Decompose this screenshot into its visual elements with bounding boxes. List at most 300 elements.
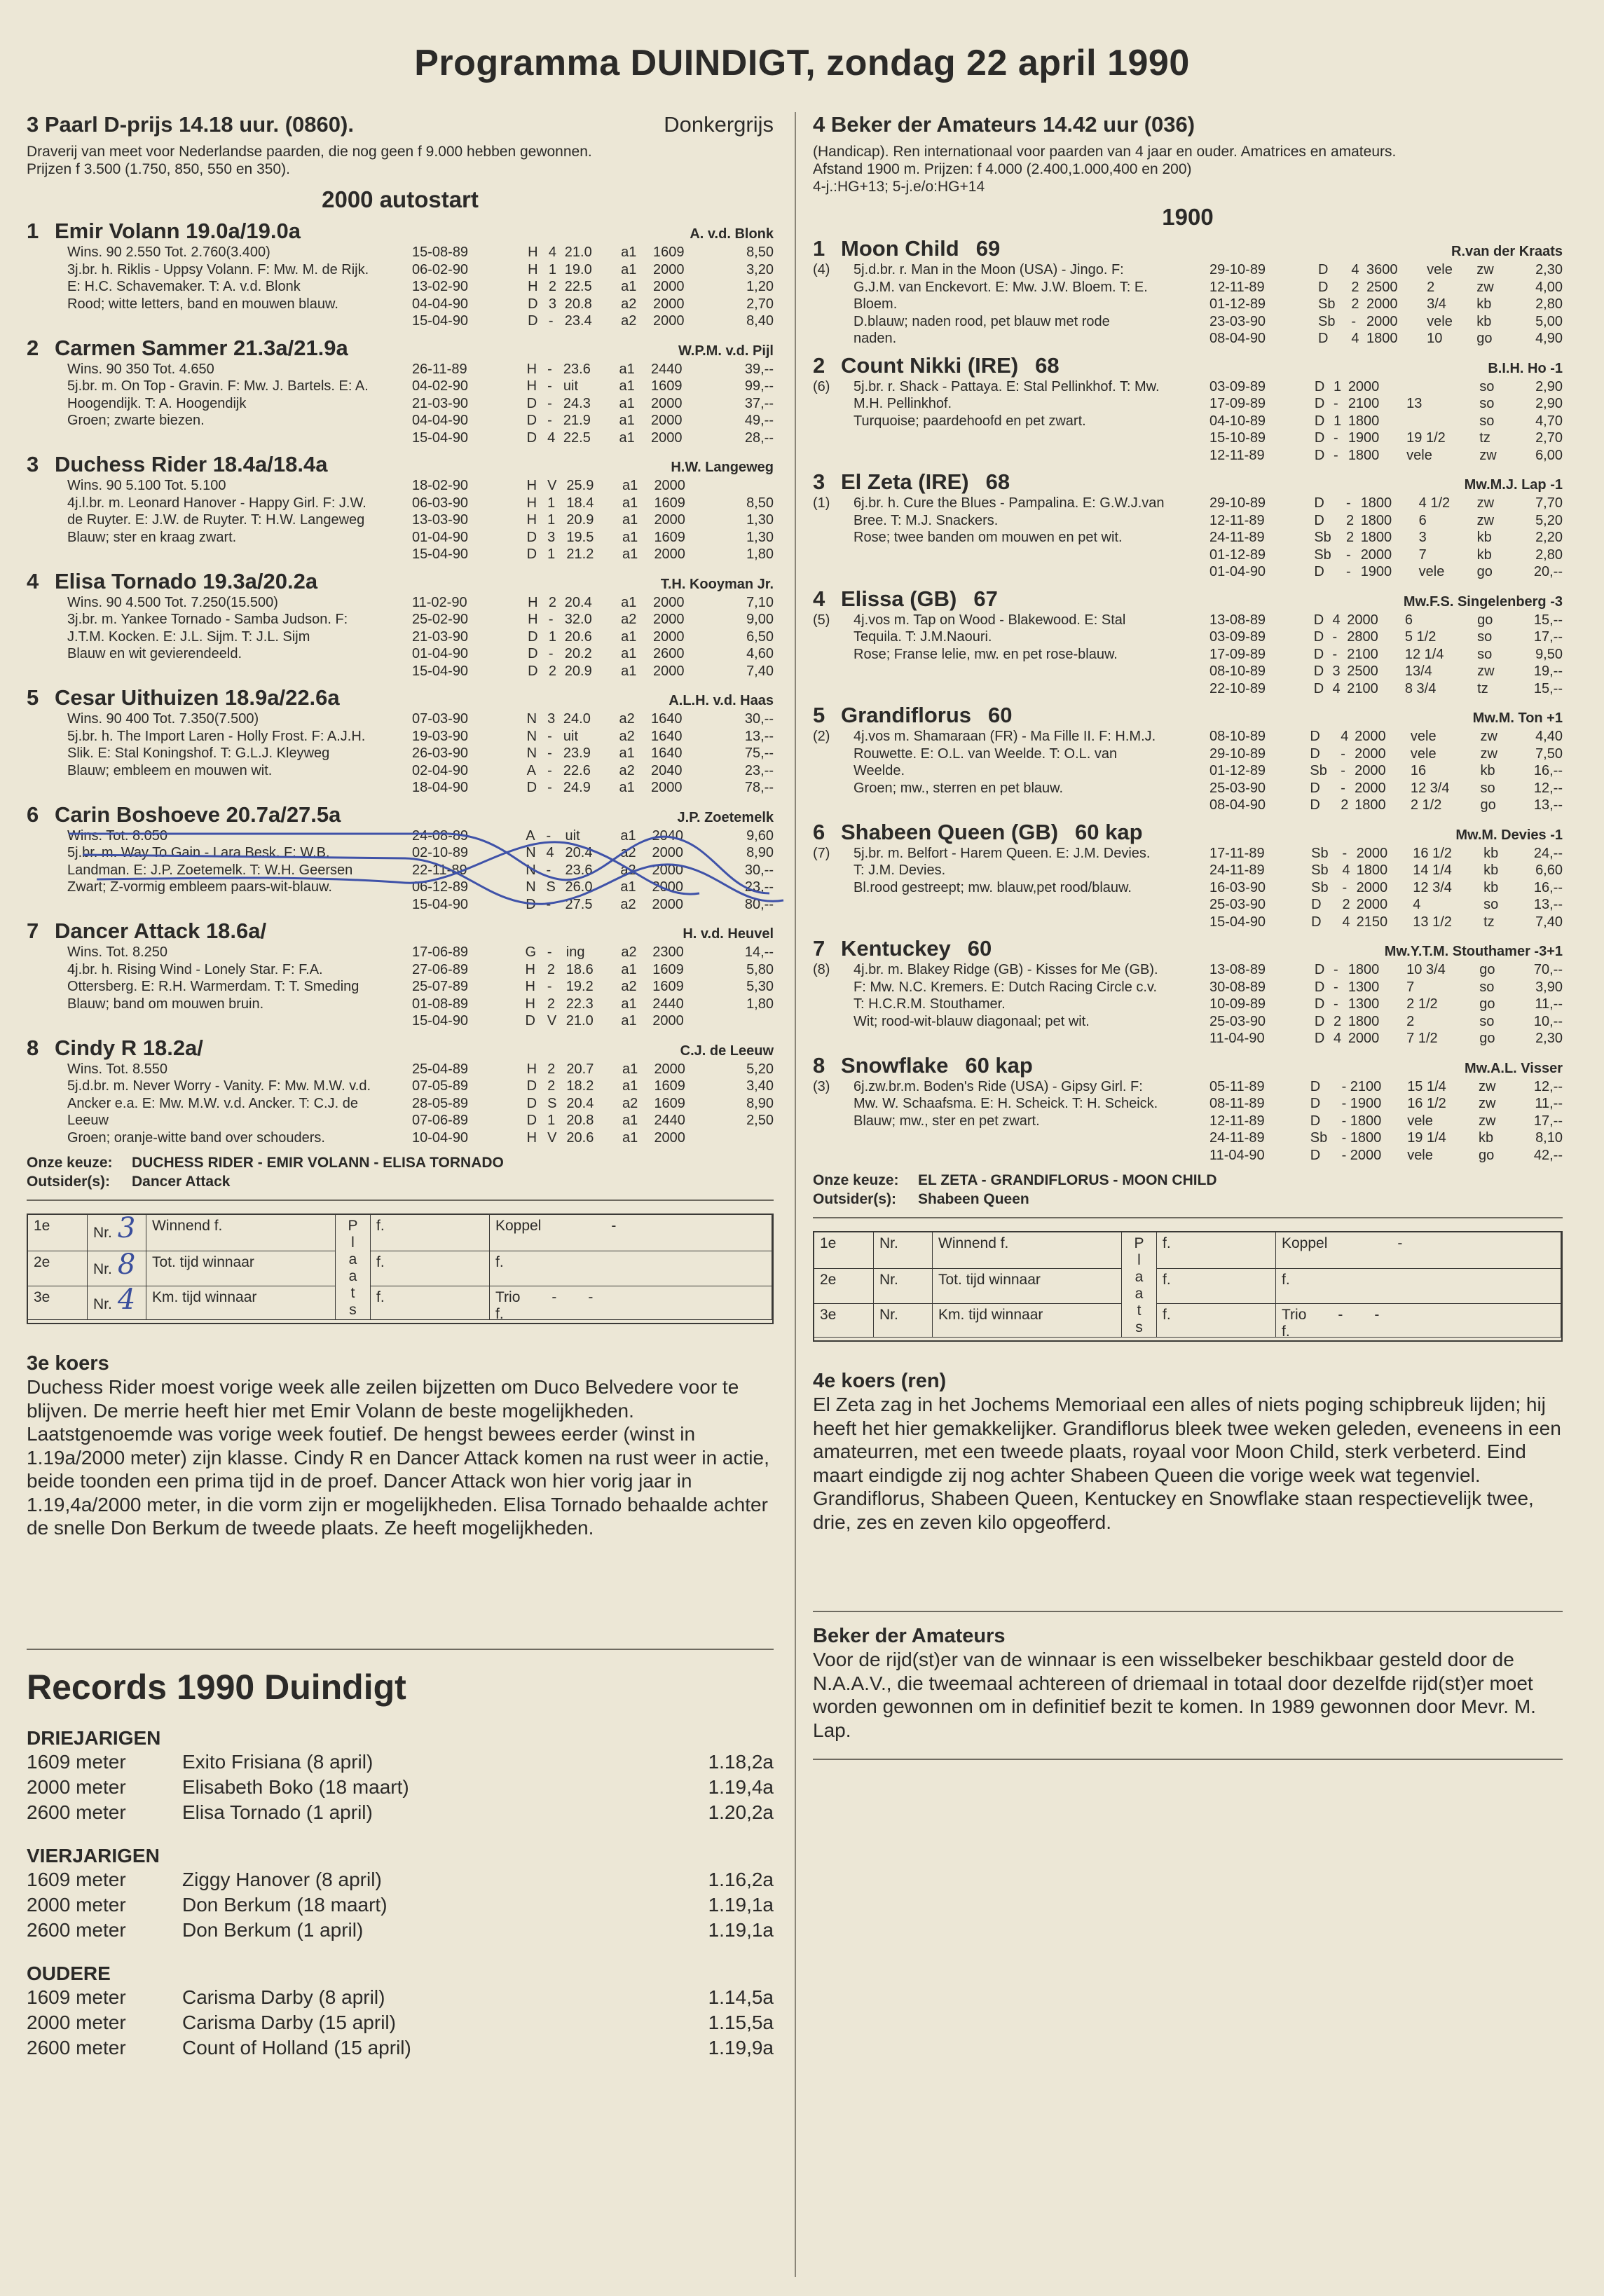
result-cell: 32.0 (564, 612, 592, 627)
result-cell: - (546, 896, 551, 912)
result-cell: 01-12-89 (1209, 296, 1266, 312)
keuze-label: Onze keuze: (813, 1172, 899, 1188)
result-cell: so (1479, 979, 1495, 995)
result-cell: 24-08-89 (412, 827, 469, 844)
horse-header (27, 802, 774, 827)
horse-info-line: T: H.C.R.M. Stouthamer. (854, 996, 1006, 1012)
result-cell: 8 3/4 (1404, 680, 1437, 696)
record-holder: Count of Holland (15 april) (182, 2036, 411, 2058)
horse-results (412, 827, 774, 914)
record-row (27, 2010, 774, 2035)
horse-trainer: Mw.M. Ton +1 (1472, 710, 1563, 726)
result-cell: 2600 (652, 646, 685, 661)
result-cell: 2 (547, 961, 556, 977)
result-cell: a1 (620, 879, 636, 895)
result-cell: 23.4 (564, 313, 592, 329)
race-3-result-box (27, 1214, 774, 1324)
result-cell: 04-02-90 (412, 378, 469, 394)
result-cell: 20.6 (566, 1129, 594, 1146)
result-cell: 30-08-89 (1209, 979, 1266, 995)
result-row (412, 312, 774, 330)
horse-info (839, 845, 1209, 931)
result-cell: vele (1418, 564, 1445, 579)
result-cell: D (1314, 430, 1325, 446)
result-cell: kb (1476, 313, 1492, 329)
box-label: Tot. tijd winnaar (933, 1269, 1122, 1304)
horse-info (27, 1061, 412, 1147)
result-row (412, 896, 774, 914)
result-cell (1406, 413, 1479, 430)
result-cell: 37,-- (744, 395, 774, 411)
result-cell: 2 (548, 663, 556, 679)
result-row (412, 844, 774, 862)
result-cell: zw (1477, 664, 1495, 679)
horse-name: Elissa (GB) (841, 586, 957, 611)
result-cell: 02-10-89 (412, 845, 469, 860)
result-cell: 16 1/2 (1413, 845, 1452, 861)
race-4-desc-line: Afstand 1900 m. Prijzen: f 4.000 (2.400,1.000,400 en 200) (813, 161, 1192, 177)
result-row (412, 1012, 774, 1030)
result-cell: 2440 (654, 1113, 685, 1128)
result-cell: - (1333, 430, 1338, 446)
result-cell: 3 (1332, 664, 1341, 679)
result-cell: so (1479, 1013, 1495, 1029)
dash: - (611, 1218, 617, 1234)
result-cell: 20.6 (564, 628, 592, 645)
result-cell: 7,40 (746, 663, 774, 679)
result-cell: D (1314, 447, 1325, 463)
result-cell: 5,20 (1535, 512, 1563, 528)
result-cell (718, 1129, 774, 1147)
result-cell: 1,80 (746, 996, 774, 1012)
result-cell: 2 (547, 1061, 556, 1077)
race-4-description (813, 143, 1563, 195)
horse-info-line: Bloem. (854, 296, 898, 312)
result-cell: so (1479, 396, 1495, 411)
result-cell: H (526, 478, 537, 493)
result-cell: H (528, 594, 538, 610)
result-cell: 13/4 (1404, 664, 1432, 679)
result-cell: - (547, 944, 552, 960)
place-f: f. (1157, 1232, 1276, 1269)
horse-number: 2 (27, 335, 39, 360)
result-cell: 70,-- (1533, 962, 1563, 977)
horse-name-line (813, 936, 992, 961)
horse-info-line: Zwart; Z-vormig embleem paars-wit-blauw. (67, 879, 332, 895)
result-cell: D (1314, 413, 1325, 429)
result-cell: N (526, 728, 537, 744)
result-cell: 17-09-89 (1209, 396, 1266, 411)
result-cell: 19-03-90 (412, 728, 469, 744)
results-table (412, 710, 774, 797)
result-cell: go (1479, 996, 1495, 1012)
horse-trainer: T.H. Kooyman Jr. (660, 576, 774, 592)
result-cell: 11-02-90 (412, 594, 467, 610)
dash: - (1374, 1307, 1380, 1323)
horse-info-line: Blauw; band om mouwen bruin. (67, 996, 264, 1012)
results-table (412, 244, 774, 330)
result-cell: 2 1/2 (1406, 996, 1438, 1012)
result-cell: 4 (1341, 729, 1349, 744)
trio-f: f. (495, 1306, 504, 1322)
horse-results (412, 594, 774, 680)
record-holder: Don Berkum (1 april) (182, 1918, 364, 1941)
result-cell: 19,-- (1533, 664, 1563, 679)
result-cell: 17,-- (1533, 629, 1563, 645)
result-cell: 20.9 (566, 512, 594, 528)
horse-name: Cesar Uithuizen 18.9a/22.6a (55, 685, 340, 710)
result-cell: D (526, 1095, 537, 1111)
horse-info (27, 477, 412, 563)
result-cell: 1800 (1348, 413, 1380, 429)
result-cell: 6,60 (1535, 862, 1563, 878)
result-cell: 11,-- (1535, 1096, 1563, 1111)
horse-header (27, 452, 774, 477)
result-cell: D (1318, 279, 1329, 295)
plaats-letter: a (1135, 1286, 1144, 1302)
horse-body (813, 378, 1563, 465)
result-row (412, 511, 774, 529)
result-cell: - (1345, 495, 1351, 511)
horse-info-line: Wins. 90 350 Tot. 4.650 (67, 361, 214, 377)
result-cell: so (1477, 646, 1493, 662)
result-row (1209, 1078, 1563, 1096)
result-cell: 1640 (650, 711, 683, 727)
result-cell: zw (1476, 262, 1494, 277)
result-cell: 2100 (1350, 1078, 1382, 1094)
results-table (1209, 961, 1563, 1047)
result-cell: 21-03-90 (412, 628, 469, 645)
horse-info-line: Ancker e.a. E: Mw. M.W. v.d. Ancker. T: C.J. de (67, 1095, 358, 1111)
result-cell: 1800 (1350, 1130, 1382, 1146)
race-3-desc-line: Draverij van meet voor Nederlandse paarden, die nog geen f 9.000 hebben gewonnen. (27, 144, 592, 160)
koppel-cell (490, 1215, 772, 1251)
horse-entry (813, 936, 1563, 1047)
result-cell: D (1318, 262, 1329, 277)
horse-header (813, 1053, 1563, 1078)
result-cell: D (1313, 629, 1324, 645)
result-cell: a1 (620, 827, 636, 844)
plaats-letter: P (1134, 1235, 1144, 1251)
result-cell: 4 (1333, 1031, 1342, 1046)
result-cell: 30,-- (744, 711, 774, 727)
result-cell: 2000 (652, 612, 685, 627)
result-cell: - (1333, 447, 1338, 463)
horse-info-line: Wins. 90 400 Tot. 7.350(7.500) (67, 711, 259, 727)
result-cell: 15-04-90 (412, 1013, 469, 1029)
result-cell: D (1310, 1113, 1321, 1129)
result-row (412, 611, 774, 628)
result-cell: zw (1480, 745, 1497, 762)
result-row (412, 745, 774, 762)
result-row (412, 663, 774, 680)
horse-body (27, 361, 774, 447)
result-cell: Sb (1314, 546, 1331, 563)
result-row (1209, 780, 1563, 797)
result-cell: H (526, 361, 537, 377)
horse-info-line: Bree. T: M.J. Snackers. (854, 512, 999, 528)
horse-info-line: Tequila. T: J.M.Naouri. (854, 629, 992, 645)
result-cell: uit (565, 827, 580, 844)
result-cell: 18-02-90 (412, 478, 469, 493)
result-row (1209, 296, 1563, 313)
result-row (1209, 646, 1563, 664)
result-cell: 13-08-89 (1209, 962, 1266, 977)
result-cell: - (1341, 1113, 1347, 1129)
results-table (412, 1061, 774, 1147)
horse-info-line: Bl.rood gestreept; mw. blauw,pet rood/blauw. (854, 879, 1132, 895)
result-cell: 18.2 (566, 1078, 594, 1094)
result-cell: 19.5 (566, 529, 594, 545)
result-cell: a1 (622, 1078, 638, 1094)
result-row (412, 429, 774, 447)
result-cell: a1 (619, 780, 635, 795)
separator-rule (813, 1611, 1563, 1612)
result-cell: 3600 (1366, 262, 1398, 277)
result-cell: V (547, 1129, 557, 1146)
result-cell: D (526, 1078, 537, 1094)
result-cell: 2040 (652, 827, 683, 844)
horse-entry (27, 569, 774, 680)
koers-3-title: 3e koers (27, 1352, 109, 1375)
horse-info-line: Rouwette. E: O.L. van Weelde. T: O.L. van (854, 745, 1118, 762)
result-cell: 2 (1345, 512, 1355, 528)
result-cell: 13,-- (1533, 897, 1563, 912)
horse-info-line: Blauw en wit gevierendeeld. (67, 646, 242, 661)
result-row (1209, 512, 1563, 530)
result-cell: 4,40 (1535, 729, 1563, 744)
result-cell: 2000 (652, 879, 683, 895)
horse-gate (813, 261, 839, 348)
result-cell: 2000 (1356, 897, 1388, 912)
result-cell: 13,-- (744, 728, 774, 744)
result-cell: 2 (1351, 279, 1359, 295)
result-cell: D (528, 628, 538, 645)
horse-info (839, 261, 1209, 348)
horse-results (412, 1061, 774, 1147)
result-cell: H (528, 612, 538, 627)
result-row (1209, 979, 1563, 996)
record-time: 1.14,5a (708, 1986, 774, 2008)
result-row (1209, 862, 1563, 879)
result-cell: D (1311, 914, 1322, 930)
plaats-letter: l (351, 1235, 355, 1251)
record-time: 1.19,9a (708, 2036, 774, 2058)
result-cell: 17-11-89 (1209, 845, 1265, 861)
result-cell: kb (1483, 879, 1499, 895)
result-cell: 1 (1333, 413, 1342, 429)
result-cell: G (525, 944, 537, 960)
result-cell: 4,60 (746, 646, 774, 661)
horse-body (27, 710, 774, 797)
horse-name: Cindy R 18.2a/ (55, 1035, 203, 1060)
record-row (27, 1750, 774, 1775)
horse-name-line (813, 236, 1000, 261)
result-cell (718, 477, 774, 495)
result-cell: 2,90 (1535, 378, 1563, 394)
result-cell (715, 1012, 774, 1030)
result-cell: 4 (1332, 612, 1341, 628)
result-cell: D (1314, 396, 1325, 411)
result-cell: zw (1478, 1113, 1496, 1129)
horse-name-line (813, 586, 998, 612)
result-cell: a2 (619, 728, 635, 744)
horse-header (27, 219, 774, 244)
result-cell: a2 (620, 896, 636, 912)
result-cell: 1800 (1356, 862, 1388, 878)
result-cell: 12-11-89 (1209, 1113, 1265, 1129)
result-cell: 1800 (1360, 495, 1392, 511)
horse-results (412, 477, 774, 563)
horse-info-line: 6j.zw.br.m. Boden's Ride (USA) - Gipsy Girl. F: (854, 1078, 1143, 1094)
horse-header (27, 569, 774, 594)
result-cell: 1800 (1360, 512, 1392, 528)
result-cell: 1 (548, 261, 556, 277)
column-divider (795, 112, 796, 2277)
place-f: f. (371, 1251, 490, 1286)
result-cell: 21.2 (566, 546, 594, 562)
result-cell: 21.0 (565, 1013, 594, 1029)
result-cell: 19 1/4 (1407, 1130, 1446, 1146)
horse-info-line: 4j.br. m. Blakey Ridge (GB) - Kisses for Me (GB). (854, 962, 1158, 977)
gate-number: (6) (813, 378, 830, 394)
result-cell: V (547, 478, 557, 493)
result-cell: a1 (622, 529, 638, 545)
result-cell: 2000 (654, 478, 685, 493)
result-cell: 01-08-89 (412, 996, 469, 1012)
horse-entry (813, 236, 1563, 348)
horse-info-line: 4j.l.br. m. Leonard Hanover - Happy Girl. F: J.W. (67, 495, 366, 511)
result-row (412, 710, 774, 728)
result-row (412, 978, 774, 996)
result-cell: 20,-- (1533, 564, 1563, 579)
result-cell: - (547, 979, 552, 994)
horse-info-line: Rose; twee banden om mouwen en pet wit. (854, 530, 1123, 545)
result-cell: 1300 (1348, 996, 1380, 1012)
result-cell: 4,70 (1535, 413, 1563, 429)
result-cell: 25-04-89 (412, 1061, 469, 1077)
result-cell: 2000 (652, 261, 685, 277)
result-cell: 28,-- (744, 429, 774, 446)
result-cell: 1609 (652, 245, 685, 260)
result-cell: uit (563, 378, 579, 394)
horse-info-line: T: J.M. Devies. (854, 862, 946, 878)
record-time: 1.16,2a (708, 1868, 774, 1890)
result-cell: 2000 (1360, 546, 1392, 563)
koppel-f: f. (1276, 1269, 1561, 1304)
race-4-result-box (813, 1231, 1563, 1342)
result-row (412, 1112, 774, 1129)
result-row (412, 779, 774, 797)
result-cell: 08-04-90 (1209, 797, 1266, 813)
race-4-column (813, 112, 1563, 1773)
dash: - (1397, 1235, 1403, 1251)
result-cell: 2300 (652, 944, 684, 960)
result-cell: D (1318, 331, 1329, 346)
result-cell: D (1314, 1031, 1325, 1046)
result-cell: a1 (619, 378, 635, 394)
result-cell: 13 (1406, 396, 1423, 411)
result-cell: 5,00 (1535, 313, 1563, 329)
beker-text: Voor de rijd(st)er van de winnaar is een wisselbeker beschikbaar gesteld door de N.A.A.V., die tweemaal achtereen of driemaal in totaal door dezelfde rijd(st)er moet worden gewonnen om in definitief bezit te komen. In 1989 gewonnen door Mevr. M. Lap. (813, 1649, 1536, 1741)
result-cell: - (1342, 845, 1348, 861)
horse-info-line: Leeuw (67, 1113, 109, 1128)
result-cell: 1900 (1350, 1096, 1382, 1111)
result-cell: 23.6 (563, 361, 591, 377)
record-row (27, 1775, 774, 1800)
separator-rule (813, 1759, 1563, 1760)
result-cell: 12-11-89 (1209, 447, 1265, 463)
nr-label: Nr. (93, 1261, 112, 1277)
result-cell: 19.2 (565, 979, 594, 994)
horse-name-line (813, 820, 1143, 845)
horse-trainer: B.I.H. Ho -1 (1488, 360, 1563, 376)
result-row (412, 961, 774, 979)
result-cell: 39,-- (744, 361, 774, 377)
result-cell: 1 (547, 546, 556, 562)
horse-info-line: Slik. E: Stal Koningshof. T: G.L.J. Kleyweg (67, 745, 330, 761)
result-row (1209, 313, 1563, 331)
result-cell: 2000 (650, 413, 683, 428)
result-cell: a2 (621, 296, 637, 312)
result-cell: 01-04-90 (412, 646, 469, 661)
result-cell: 2 (548, 594, 556, 610)
result-cell: 2000 (1348, 1031, 1380, 1046)
plaats-letter: l (1137, 1252, 1141, 1268)
result-cell: kb (1476, 530, 1492, 545)
result-cell: 28-05-89 (412, 1095, 469, 1111)
result-row (1209, 797, 1563, 814)
trio-cell (490, 1286, 772, 1320)
result-row (412, 529, 774, 546)
result-cell: 2,30 (1535, 262, 1563, 277)
result-cell: 2 (1406, 1013, 1415, 1029)
horse-body (813, 612, 1563, 698)
horse-info (27, 944, 412, 1030)
horse-entry (27, 919, 774, 1030)
record-distance: 2600 meter (27, 1801, 126, 1823)
result-cell: 2 (1341, 797, 1349, 813)
result-cell: 20.4 (566, 1095, 594, 1111)
horse-body (813, 961, 1563, 1047)
result-cell: 2000 (652, 1013, 684, 1029)
record-holder: Carisma Darby (8 april) (182, 1986, 385, 2008)
result-cell: 4 (547, 429, 556, 446)
plaats-letter: a (348, 1251, 357, 1267)
race-3-header (27, 112, 774, 137)
result-cell: 17-06-89 (412, 944, 469, 960)
box-label: Tot. tijd winnaar (146, 1251, 336, 1286)
result-cell: 19 1/2 (1406, 430, 1446, 446)
outsider-label: Outsider(s): (27, 1174, 111, 1190)
result-row (412, 1061, 774, 1078)
horse-trainer: Mw.A.L. Visser (1464, 1060, 1563, 1076)
place-f: f. (371, 1215, 490, 1251)
result-row (412, 1078, 774, 1095)
result-cell: D (1314, 962, 1325, 977)
record-time: 1.19,4a (708, 1775, 774, 1798)
result-cell: - (1341, 745, 1345, 762)
result-cell: 4 (1351, 262, 1359, 277)
race-3-distance: 2000 autostart (322, 186, 479, 212)
koppel-label: Koppel (495, 1218, 542, 1234)
result-cell: a2 (621, 979, 637, 994)
nr-cell (874, 1304, 933, 1338)
result-cell: - (1341, 780, 1345, 796)
result-cell: 7,70 (1535, 495, 1563, 511)
result-cell: D (1313, 646, 1324, 662)
result-cell: 8,90 (746, 1095, 774, 1111)
